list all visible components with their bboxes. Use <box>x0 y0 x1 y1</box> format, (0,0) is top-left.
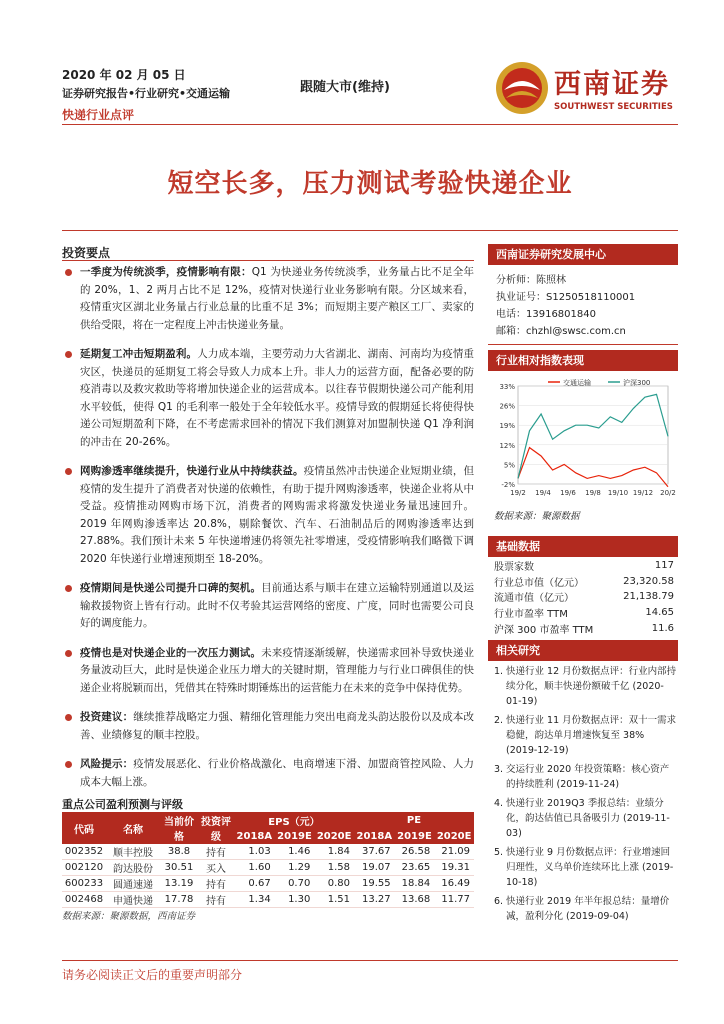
x-tick-label: 19/12 <box>632 489 654 497</box>
investment-point <box>62 709 474 744</box>
table-row <box>62 876 474 892</box>
basic-row <box>494 620 674 636</box>
cell-rating: 持有 <box>198 844 234 860</box>
basic-data-table <box>494 558 674 636</box>
cell-rating: 买入 <box>198 860 234 876</box>
legend-label: 沪深300 <box>623 379 651 387</box>
analyst-value: 陈照林 <box>536 275 566 286</box>
cell-pe: 16.49 <box>434 876 474 892</box>
cell-eps: 1.51 <box>314 892 354 908</box>
cell-pe: 13.27 <box>354 892 395 908</box>
earnings-table <box>62 812 474 908</box>
x-tick-label: 19/2 <box>510 489 526 497</box>
col-eps: EPS（元） <box>234 812 354 828</box>
footer-divider <box>62 960 678 961</box>
point-text: 人力成本端，主要劳动力大省湖北、湖南、河南均为疫情重灾区，快递员的延期复工将会导致人力成本上升。非人力的运营方面，配备必要的防疫消毒以及救灾救助等将增加快递企业的运营成本。以往春节假期快递公司产能利用水平较低，使得 Q1 的毛利率一般处于全年较低水平。疫情导致的假期延长将使得快递公司短期盈利下降，在不考虑需求回补的情况下我们测算对加盟制快递 Q1 净利润的冲击在 20-26%。 <box>80 348 475 448</box>
x-tick-label: 19/8 <box>585 489 601 497</box>
basic-label: 股票家数 <box>494 562 534 574</box>
analyst-line <box>496 306 635 323</box>
bullet-dot-icon <box>65 269 72 276</box>
cell-rating: 持有 <box>198 876 234 892</box>
x-tick-label: 19/6 <box>560 489 576 497</box>
cell-code: 600233 <box>62 876 106 892</box>
basic-label: 行业总市值（亿元） <box>494 577 584 589</box>
cell-eps: 1.46 <box>275 844 315 860</box>
point-text: 继续推荐战略定力强、精细化管理能力突出电商龙头韵达股份以及成本改善、业绩修复的顺丰控股。 <box>80 711 475 741</box>
logo-emblem-icon <box>494 60 550 116</box>
section-title-investment: 投资要点 <box>62 246 111 260</box>
related-text[interactable]: 快递行业 9 月份数据点评：行业增速回归理性，义乌单价连续环比上涨 (2019-10-18) <box>506 847 674 888</box>
analyst-label: 邮箱： <box>496 326 526 337</box>
plot-frame <box>518 386 668 484</box>
related-item[interactable] <box>494 845 678 890</box>
basic-row <box>494 589 674 605</box>
related-item[interactable] <box>494 664 678 709</box>
cell-eps: 1.60 <box>234 860 275 876</box>
cell-code: 002468 <box>62 892 106 908</box>
investment-points <box>62 264 474 803</box>
research-center-title: 西南证券研究发展中心 <box>488 244 678 265</box>
report-date: 2020 年 02 月 05 日 <box>62 68 186 82</box>
table-row <box>62 860 474 876</box>
related-item[interactable] <box>494 894 678 924</box>
logo-text-en: SOUTHWEST SECURITIES <box>554 102 673 112</box>
related-item[interactable] <box>494 762 678 792</box>
investment-point <box>62 645 474 698</box>
related-text[interactable]: 快递行业 12 月份数据点评：行业内部持续分化，顺丰快递份额破千亿 (2020-01-19) <box>506 666 677 707</box>
related-research-title: 相关研究 <box>488 640 678 661</box>
basic-row <box>494 605 674 621</box>
col-rating: 投资评级 <box>198 812 234 844</box>
analyst-label: 分析师： <box>496 275 536 286</box>
basic-row <box>494 574 674 590</box>
cell-name: 顺丰控股 <box>106 844 160 860</box>
bullet-dot-icon <box>65 351 72 358</box>
x-tick-label: 20/2 <box>660 489 676 497</box>
table-row <box>62 892 474 908</box>
col-year: 2019E <box>275 828 315 844</box>
basic-value: 11.6 <box>651 622 674 634</box>
series-line <box>518 394 668 478</box>
bullet-dot-icon <box>65 650 72 657</box>
point-text: 疫情虽然冲击快递企业短期业绩，但疫情的发生提升了消费者对快递的依赖性，有助于提升网购渗透率，快递企业将从中受益。疫情推动网购市场下沉，消费者的网购需求将激发快递业务量迅速回升。2019 年网购渗透率达 20.8%，剔除餐饮、汽车、石油制品后的网购渗透率达到 27.88%。我们预计未来 5 年快递增速仍将领先社零增速，受疫情影响我们略微下调 2020 年快递行业增速预期至 18-20%。 <box>80 465 475 565</box>
related-text[interactable]: 快递行业 11 月份数据点评：双十一需求稳健，韵达单月增速恢复至 38% (2019-12-19) <box>506 715 677 756</box>
point-text: 疫情发展恶化、行业价格战激化、电商增速下滑、加盟商管控风险、人力成本大幅上涨。 <box>80 758 475 788</box>
x-tick-label: 19/4 <box>535 489 551 497</box>
basic-value: 23,320.58 <box>623 575 674 587</box>
cell-eps: 1.84 <box>314 844 354 860</box>
point-heading: 风险提示： <box>80 758 134 770</box>
relative-index-chart <box>488 372 678 502</box>
cell-pe: 19.07 <box>354 860 395 876</box>
cell-price: 30.51 <box>160 860 198 876</box>
report-subtype: 快递行业点评 <box>62 108 135 122</box>
cell-pe: 19.55 <box>354 876 395 892</box>
cell-eps: 1.58 <box>314 860 354 876</box>
table-row <box>62 844 474 860</box>
cell-price: 17.78 <box>160 892 198 908</box>
col-year: 2019E <box>395 828 435 844</box>
related-item[interactable] <box>494 713 678 758</box>
point-text: Q1 为快递业务传统淡季，业务量占比不足全年的 20%，1、2 两月占比不足 12%，疫情对快递行业业务影响有限。分区域来看，疫情重灾区湖北业务量占行业总量的比重不足 3%；而短期主要产粮区工厂、卖家的供给受限，将在一定程度上冲击快递业务量。 <box>80 266 474 331</box>
related-number: 2. <box>494 715 504 726</box>
cell-eps: 1.30 <box>275 892 315 908</box>
col-year: 2020E <box>434 828 474 844</box>
col-year: 2018A <box>354 828 395 844</box>
point-text: 目前通达系与顺丰在建立运输特别通道以及运输救援物资上皆有行动。此时不仅考验其运营网络的密度、广度，同时也需要公司良好的调度能力。 <box>80 582 475 629</box>
y-tick-label: 33% <box>499 383 515 391</box>
table-title: 重点公司盈利预测与评级 <box>62 798 183 811</box>
col-price: 当前价格 <box>160 812 198 844</box>
cell-eps: 0.80 <box>314 876 354 892</box>
cell-name: 申通快递 <box>106 892 160 908</box>
related-number: 3. <box>494 764 504 775</box>
cell-pe: 26.58 <box>395 844 435 860</box>
related-number: 6. <box>494 896 504 907</box>
investment-point <box>62 264 474 334</box>
col-year: 2020E <box>314 828 354 844</box>
analyst-label: 执业证号： <box>496 292 546 303</box>
related-text[interactable]: 快递行业 2019Q3 季报总结：业绩分化，韵达估值已具备吸引力 (2019-11-03) <box>506 798 670 839</box>
series-line <box>518 448 668 487</box>
point-heading: 网购渗透率继续提升，快递行业从中持续获益。 <box>80 465 304 477</box>
cell-pe: 18.84 <box>395 876 435 892</box>
related-text[interactable]: 交运行业 2020 年投资策略：核心资产的持续胜利 (2019-11-24) <box>506 764 670 790</box>
analyst-info <box>496 272 635 340</box>
chart-svg <box>488 372 678 502</box>
y-tick-label: 5% <box>503 461 515 470</box>
basic-value: 117 <box>654 560 674 572</box>
related-item[interactable] <box>494 796 678 841</box>
report-title: 短空长多，压力测试考验快递企业 <box>167 169 573 199</box>
bullet-dot-icon <box>65 585 72 592</box>
basic-label: 沪深 300 市盈率 TTM <box>494 624 594 636</box>
cell-name: 韵达股份 <box>106 860 160 876</box>
analyst-line <box>496 323 635 340</box>
disclaimer-note: 请务必阅读正文后的重要声明部分 <box>62 968 243 982</box>
cell-rating: 持有 <box>198 892 234 908</box>
table-source: 数据来源：聚源数据，西南证券 <box>62 911 196 922</box>
related-number: 1. <box>494 666 504 677</box>
title-divider <box>62 230 678 231</box>
bullet-dot-icon <box>65 468 72 475</box>
cell-price: 13.19 <box>160 876 198 892</box>
basic-value: 21,138.79 <box>623 591 674 603</box>
cell-pe: 21.09 <box>434 844 474 860</box>
point-heading: 一季度为传统淡季，疫情影响有限： <box>80 266 252 278</box>
cell-pe: 11.77 <box>434 892 474 908</box>
y-tick-label: 12% <box>499 441 515 450</box>
col-code: 代码 <box>62 812 106 844</box>
investment-point <box>62 346 474 451</box>
investment-point <box>62 463 474 568</box>
cell-name: 圆通速递 <box>106 876 160 892</box>
point-heading: 投资建议： <box>80 711 134 723</box>
analyst-line <box>496 289 635 306</box>
col-pe: PE <box>354 812 474 828</box>
related-research-list <box>494 664 678 928</box>
cell-eps: 0.70 <box>275 876 315 892</box>
y-tick-label: 26% <box>499 402 515 411</box>
analyst-label: 电话： <box>496 309 526 320</box>
x-tick-label: 19/10 <box>607 489 629 497</box>
company-logo <box>494 58 684 120</box>
point-text: 未来疫情逐渐缓解，快递需求回补导致快递业务量波动巨大，此时是快递企业压力增大的关键时期，管理能力与行业口碑俱佳的快递企业将脱颖而出，凭借其在特殊时期锤炼出的运营能力在未来的竞争中保持优势。 <box>80 646 475 694</box>
cell-eps: 0.67 <box>234 876 275 892</box>
related-text[interactable]: 快递行业 2019 年半年报总结：量增价减，盈利分化 (2019-09-04) <box>506 896 670 922</box>
cell-pe: 23.65 <box>395 860 435 876</box>
y-tick-label: 19% <box>499 422 515 431</box>
header-divider <box>62 124 678 125</box>
basic-label: 行业市盈率 TTM <box>494 609 568 621</box>
analyst-line <box>496 272 635 289</box>
cell-eps: 1.03 <box>234 844 275 860</box>
legend-label: 交通运输 <box>563 379 591 387</box>
point-heading: 疫情也是对快递企业的一次压力测试。 <box>80 646 262 659</box>
point-heading: 延期复工冲击短期盈利。 <box>80 348 198 360</box>
cell-pe: 13.68 <box>395 892 435 908</box>
cell-price: 38.8 <box>160 844 198 860</box>
analyst-value: chzhl@swsc.com.cn <box>526 326 626 337</box>
basic-row <box>494 558 674 574</box>
col-name: 名称 <box>106 812 160 844</box>
analyst-value: S1250518110001 <box>546 292 636 303</box>
col-year: 2018A <box>234 828 275 844</box>
bullet-dot-icon <box>65 714 72 721</box>
basic-data-title: 基础数据 <box>488 536 678 557</box>
investment-point <box>62 580 474 633</box>
analyst-value: 13916801840 <box>526 309 596 320</box>
cell-pe: 19.31 <box>434 860 474 876</box>
y-tick-label: -2% <box>501 481 515 489</box>
basic-label: 流通市值（亿元） <box>494 593 574 605</box>
report-category: 证券研究报告•行业研究•交通运输 <box>62 87 231 100</box>
logo-text-cn: 西南证券 <box>554 69 670 100</box>
chart-source: 数据来源：聚源数据 <box>494 511 580 522</box>
point-heading: 疫情期间是快递公司提升口碑的契机。 <box>80 582 262 594</box>
investment-point <box>62 756 474 791</box>
basic-value: 14.65 <box>645 607 674 619</box>
right-divider <box>488 344 678 345</box>
related-number: 4. <box>494 798 504 809</box>
cell-pe: 37.67 <box>354 844 395 860</box>
cell-eps: 1.34 <box>234 892 275 908</box>
cell-eps: 1.29 <box>275 860 315 876</box>
industry-rating: 跟随大市(维持) <box>300 80 390 95</box>
section-divider <box>62 260 474 261</box>
related-number: 5. <box>494 847 504 858</box>
cell-code: 002120 <box>62 860 106 876</box>
cell-code: 002352 <box>62 844 106 860</box>
chart-title: 行业相对指数表现 <box>488 350 678 371</box>
bullet-dot-icon <box>65 761 72 768</box>
